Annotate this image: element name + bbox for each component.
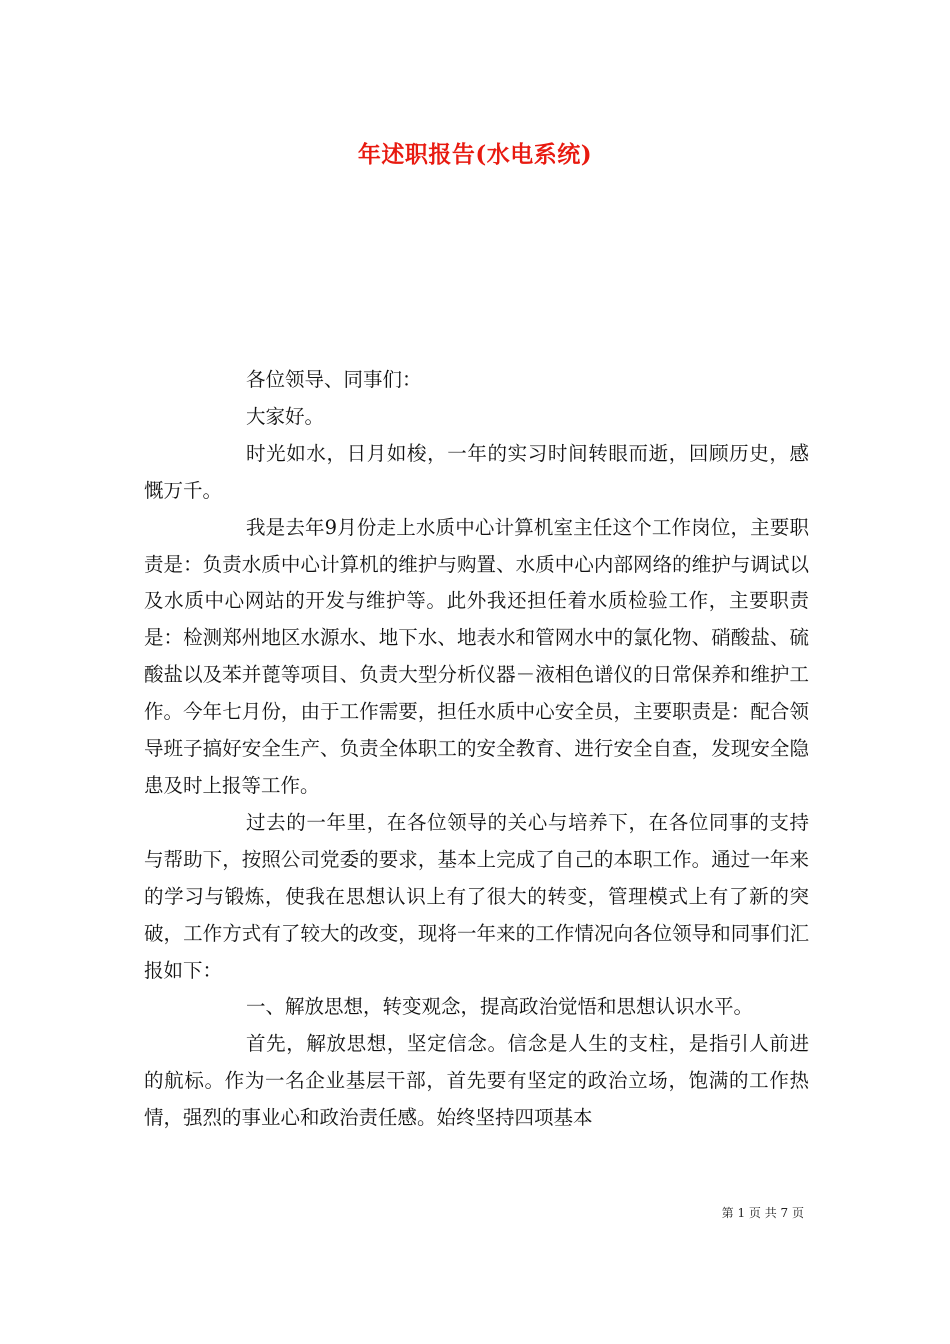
document-title: 年述职报告(水电系统) bbox=[357, 141, 593, 168]
paragraph-duties: 我是去年9月份走上水质中心计算机室主任这个工作岗位，主要职责是：负责水质中心计算机的维护与购置、水质中心内部网络的维护与调试以及水质中心网站的开发与维护等。此外我还担任着水质检验工作，主要职责是：检测郑州地区水源水、地下水、地表水和管网水中的氯化物、硝酸盐、硫酸盐以及苯并蓖等项目、负责大型分析仪器－液相色谱仪的日常保养和维护工作。今年七月份，由于工作需要，担任水质中心安全员，主要职责是：配合领导班子搞好安全生产、负责全体职工的安全教育、进行安全自查，发现安全隐患及时上报等工作。 bbox=[144, 515, 809, 797]
paragraph-belief: 首先，解放思想，坚定信念。信念是人生的支柱，是指引人前进的航标。作为一名企业基层干部，首先要有坚定的政治立场，饱满的工作热情，强烈的事业心和政治责任感。始终坚持四项基本 bbox=[144, 1032, 809, 1130]
paragraph-intro: 时光如水，日月如梭，一年的实习时间转眼而逝，回顾历史，感慨万千。 bbox=[144, 441, 809, 502]
paragraph-section-heading: 一、解放思想，转变观念，提高政治觉悟和思想认识水平。 bbox=[246, 995, 754, 1019]
page-number: 第 1 页 共 7 页 bbox=[721, 1206, 804, 1220]
document-body bbox=[144, 362, 809, 1137]
paragraph-summary: 过去的一年里，在各位领导的关心与培养下，在各位同事的支持与帮助下，按照公司党委的要求，基本上完成了自己的本职工作。通过一年来的学习与锻炼，使我在思想认识上有了很大的转变，管理模式上有了新的突破，工作方式有了较大的改变，现将一年来的工作情况向各位领导和同事们汇报如下： bbox=[144, 810, 809, 982]
paragraph-hello: 大家好。 bbox=[246, 404, 325, 428]
paragraph-greeting: 各位领导、同事们： bbox=[246, 368, 422, 391]
